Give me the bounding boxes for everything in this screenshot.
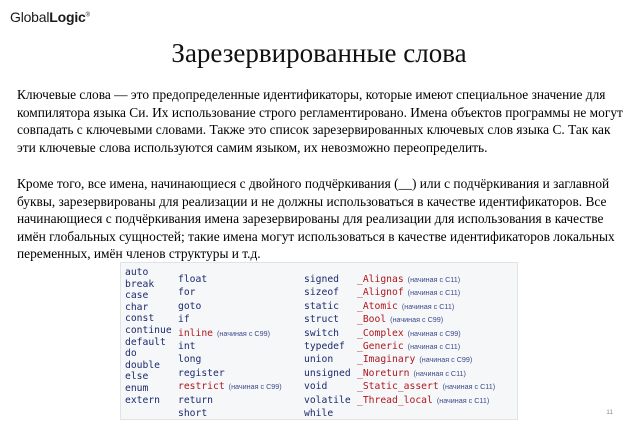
keyword-row bbox=[357, 380, 495, 393]
keyword: restrict bbox=[178, 381, 225, 393]
keyword: sizeof bbox=[304, 287, 339, 299]
keyword: goto bbox=[178, 300, 202, 312]
keyword-row bbox=[357, 367, 495, 380]
keyword-row bbox=[178, 327, 282, 340]
keyword: int bbox=[178, 340, 196, 352]
logo-part-logic: Logic bbox=[49, 9, 86, 25]
keyword: if bbox=[178, 314, 190, 326]
keyword-row bbox=[125, 337, 172, 349]
keyword-version-note: (начиная с C11) bbox=[407, 275, 461, 284]
keyword-row bbox=[304, 273, 351, 286]
keyword: union bbox=[304, 354, 334, 366]
keyword: _Static_assert bbox=[357, 381, 439, 393]
keyword: short bbox=[178, 407, 208, 419]
logo-trademark: ® bbox=[85, 12, 90, 19]
keyword-version-note: (начиная с C99) bbox=[407, 328, 461, 338]
keyword-row bbox=[304, 407, 351, 420]
keyword: _Alignas bbox=[357, 274, 404, 285]
keyword-row bbox=[125, 325, 172, 337]
keyword: float bbox=[178, 274, 208, 285]
keyword-row bbox=[178, 353, 282, 366]
keyword-column-3 bbox=[304, 273, 351, 420]
keyword-row bbox=[178, 394, 282, 407]
keyword: break bbox=[125, 278, 155, 290]
keyword: inline bbox=[178, 327, 213, 339]
keyword-row bbox=[125, 371, 172, 383]
keyword: while bbox=[304, 407, 334, 419]
logo-part-global: Global bbox=[10, 9, 50, 25]
keyword-row bbox=[125, 267, 172, 279]
keyword: for bbox=[178, 287, 196, 299]
keyword-row bbox=[304, 380, 351, 393]
keyword-row bbox=[125, 395, 172, 407]
keyword-row bbox=[304, 327, 351, 340]
keyword-row bbox=[357, 340, 495, 353]
keyword-row bbox=[178, 380, 282, 393]
keyword: _Imaginary bbox=[357, 354, 416, 366]
keyword-row bbox=[178, 367, 282, 380]
keyword: return bbox=[178, 394, 213, 406]
keyword: void bbox=[304, 381, 328, 393]
keyword: char bbox=[125, 301, 149, 313]
keyword-row bbox=[304, 367, 351, 380]
keyword-version-note: (начиная с C11) bbox=[407, 288, 461, 298]
keyword: const bbox=[125, 313, 155, 325]
keyword: else bbox=[125, 371, 149, 383]
keywords-code-box bbox=[120, 262, 518, 420]
keyword: long bbox=[178, 354, 202, 366]
keyword: auto bbox=[125, 267, 149, 278]
paragraph-reserved-names: Кроме того, все имена, начинающиеся с двойного подчёркивания (__) или с подчёркивания и заглавной буквы, зарезервированы для реализации и не должны использоваться в качестве идентификаторов. Все начинающиеся с подчёркивания имена зарезервированы для реализации для использования в качестве имён глобальных сущностей; такие имена могут использоваться в качестве идентификаторов локальных переменных, имён членов структуры и т.д. bbox=[17, 176, 615, 262]
keyword: unsigned bbox=[304, 367, 351, 379]
paragraph-keywords-definition: Ключевые слова — это предопределенные идентификаторы, которые имеют специальное значение для компилятора языка Си. Их использование строго регламентировано. Имена объектов программы не могут совпадать с ключевыми словами. Также это список зарезервированных ключевых слов языка С. Так как эти ключевые слова используются самим языком, их невозможно переопределить. bbox=[17, 87, 623, 155]
keyword: continue bbox=[125, 324, 172, 336]
keyword-row bbox=[125, 313, 172, 325]
keyword-version-note: (начиная с C11) bbox=[413, 368, 466, 378]
keyword: signed bbox=[304, 274, 339, 285]
keyword-row bbox=[125, 279, 172, 291]
slide-title: Зарезервированные слова bbox=[171, 38, 467, 68]
keyword-row bbox=[357, 273, 495, 286]
keyword: _Alignof bbox=[357, 287, 404, 299]
keyword-row bbox=[125, 302, 172, 314]
keyword-row bbox=[125, 290, 172, 302]
keyword: extern bbox=[125, 394, 160, 406]
keyword-version-note: (начиная с C99) bbox=[419, 355, 473, 365]
keyword-row bbox=[125, 348, 172, 360]
keyword-row bbox=[178, 407, 282, 420]
keyword-version-note: (начиная с C11) bbox=[407, 341, 461, 351]
keyword-row bbox=[125, 360, 172, 372]
keyword: _Atomic bbox=[357, 300, 398, 312]
keyword-row bbox=[357, 394, 495, 407]
keyword-row bbox=[178, 273, 282, 286]
keyword: double bbox=[125, 359, 160, 371]
keyword-column-2 bbox=[178, 273, 282, 420]
keyword: do bbox=[125, 348, 137, 360]
keyword-row bbox=[357, 300, 495, 313]
keyword-version-note: (начиная с C11) bbox=[436, 395, 490, 405]
keyword-row bbox=[125, 383, 172, 395]
keyword-row bbox=[357, 327, 495, 340]
keyword: switch bbox=[304, 327, 339, 339]
keyword-row bbox=[178, 300, 282, 313]
keyword-version-note: (начиная с C99) bbox=[390, 315, 444, 325]
keyword-row bbox=[304, 300, 351, 313]
keyword: default bbox=[125, 336, 166, 348]
keyword: typedef bbox=[304, 340, 345, 352]
keyword: _Generic bbox=[357, 340, 404, 352]
keyword-version-note: (начиная с C11) bbox=[401, 301, 455, 311]
keyword: enum bbox=[125, 382, 149, 394]
keyword: struct bbox=[304, 314, 339, 326]
keyword-version-note: (начиная с C11) bbox=[442, 382, 496, 392]
keyword-row bbox=[304, 353, 351, 366]
keyword-row bbox=[304, 340, 351, 353]
keyword: volatile bbox=[304, 394, 351, 406]
keyword-row bbox=[304, 313, 351, 326]
keyword-column-4 bbox=[357, 273, 495, 407]
keyword: case bbox=[125, 290, 149, 302]
keyword: _Thread_local bbox=[357, 394, 433, 406]
keyword: register bbox=[178, 367, 225, 379]
keyword-row bbox=[357, 313, 495, 326]
keyword-column-1 bbox=[125, 267, 172, 406]
keyword: _Bool bbox=[357, 314, 387, 326]
keyword: _Complex bbox=[357, 327, 404, 339]
keyword: _Noreturn bbox=[357, 367, 410, 379]
keyword-row bbox=[304, 394, 351, 407]
keyword-version-note: (начиная с C99) bbox=[228, 382, 282, 392]
keyword-row bbox=[357, 353, 495, 366]
keyword-row bbox=[178, 286, 282, 299]
globallogic-logo bbox=[10, 9, 90, 25]
keyword-version-note: (начиная с C99) bbox=[217, 328, 270, 338]
keyword-row bbox=[357, 286, 495, 299]
page-number: 11 bbox=[606, 409, 613, 416]
keyword-row bbox=[178, 340, 282, 353]
keyword-row bbox=[178, 313, 282, 326]
keyword-row bbox=[304, 286, 351, 299]
keyword: static bbox=[304, 300, 339, 312]
